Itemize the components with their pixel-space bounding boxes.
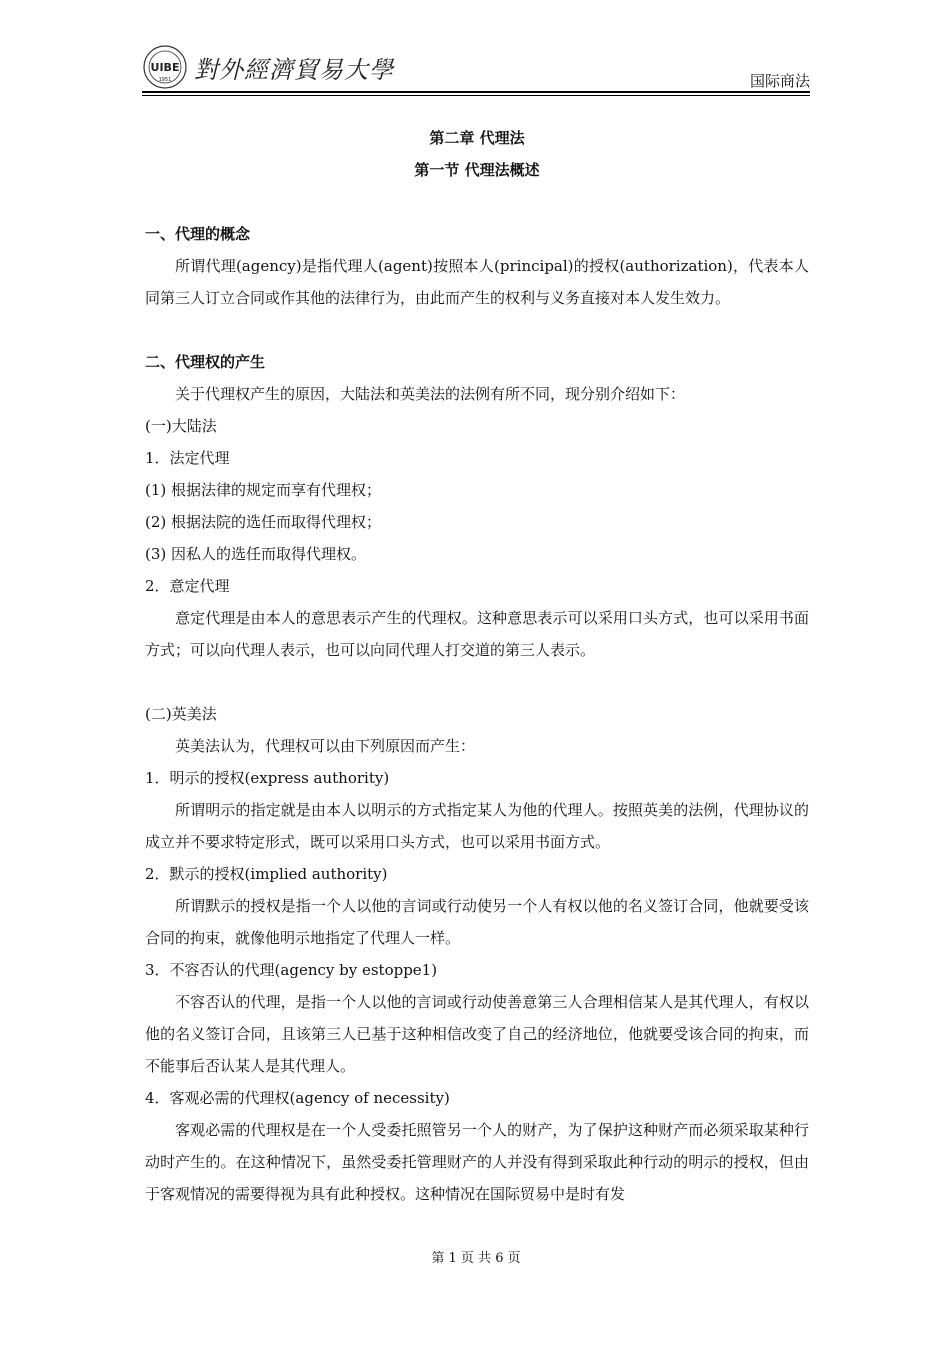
common-item-4-paragraph: 客观必需的代理权是在一个人受委托照管另一个人的财产，为了保护这种财产而必须采取某种行动时产生的。在这种情况下，虽然受委托管理财产的人并没有得到采取此种行动的明示的授权，但由于客观情况的需要得视为具有此种授权。这种情况在国际贸易中是时有发	[145, 1121, 809, 1203]
common-item-2-paragraph: 所谓默示的授权是指一个人以他的言词或行动使另一个人有权以他的名义签订合同，他就要受该合同的拘束，就像他明示地指定了代理人一样。	[145, 897, 809, 947]
civil-sub-1: (1) 根据法律的规定而享有代理权；	[145, 481, 382, 499]
page-header	[142, 40, 810, 94]
header-rule-thin	[142, 95, 810, 96]
university-name: 對外經濟貿易大學	[194, 56, 394, 84]
civil-item-2-paragraph: 意定代理是由本人的意思表示产生的代理权。这种意思表示可以采用口头方式，也可以采用书面方式；可以向代理人表示，也可以向同代理人打交道的第三人表示。	[145, 609, 809, 659]
course-name: 国际商法	[749, 72, 810, 90]
common-item-3: 3．不容否认的代理(agency by estoppe1)	[145, 961, 438, 979]
heading-agency-origin: 二、代理权的产生	[145, 353, 266, 371]
common-law-intro: 英美法认为，代理权可以由下列原因而产生：	[175, 737, 476, 755]
common-item-3-paragraph: 不容否认的代理，是指一个人以他的言词或行动使善意第三人合理相信某人是其代理人，有权以他的名义签订合同，且该第三人已基于这种相信改变了自己的经济地位，他就要受该合同的拘束，而不能事后否认某人是其代理人。	[145, 993, 809, 1075]
paragraph-origin-intro: 关于代理权产生的原因，大陆法和英美法的法例有所不同，现分别介绍如下：	[175, 385, 686, 403]
spacer	[145, 186, 809, 218]
civil-sub-3: (3) 因私人的选任而取得代理权。	[145, 545, 367, 563]
paragraph-agency-concept: 所谓代理(agency)是指代理人(agent)按照本人(principal)的授权(authorization)，代表本人同第三人订立合同或作其他的法律行为，由此而产生的权利与义务直接对本人发生效力。	[145, 257, 809, 307]
header-rule-thick	[142, 91, 810, 93]
civil-law-title: (一)大陆法	[145, 417, 217, 435]
section-title: 第一节 代理法概述	[414, 161, 540, 179]
seal-text: UIBE	[150, 61, 180, 74]
heading-agency-concept: 一、代理的概念	[145, 225, 251, 243]
spacer	[145, 666, 809, 698]
common-item-4: 4．客观必需的代理权(agency of necessity)	[145, 1089, 450, 1107]
common-item-1-paragraph: 所谓明示的指定就是由本人以明示的方式指定某人为他的代理人。按照英美的法例，代理协议的成立并不要求特定形式，既可以采用口头方式，也可以采用书面方式。	[145, 801, 809, 851]
civil-sub-2: (2) 根据法院的选任而取得代理权；	[145, 513, 382, 531]
civil-item-2: 2．意定代理	[145, 577, 230, 595]
common-law-title: (二)英美法	[145, 705, 217, 723]
document-body	[145, 122, 809, 1210]
spacer	[145, 314, 809, 346]
page-number: 第 1 页 共 6 页	[431, 1251, 521, 1266]
common-item-2: 2．默示的授权(implied authority)	[145, 865, 388, 883]
common-item-1: 1．明示的授权(express authority)	[145, 769, 390, 787]
seal-year: 1951	[158, 77, 172, 83]
chapter-title: 第二章 代理法	[429, 129, 525, 147]
civil-item-1: 1．法定代理	[145, 449, 230, 467]
university-seal-logo	[142, 44, 188, 90]
